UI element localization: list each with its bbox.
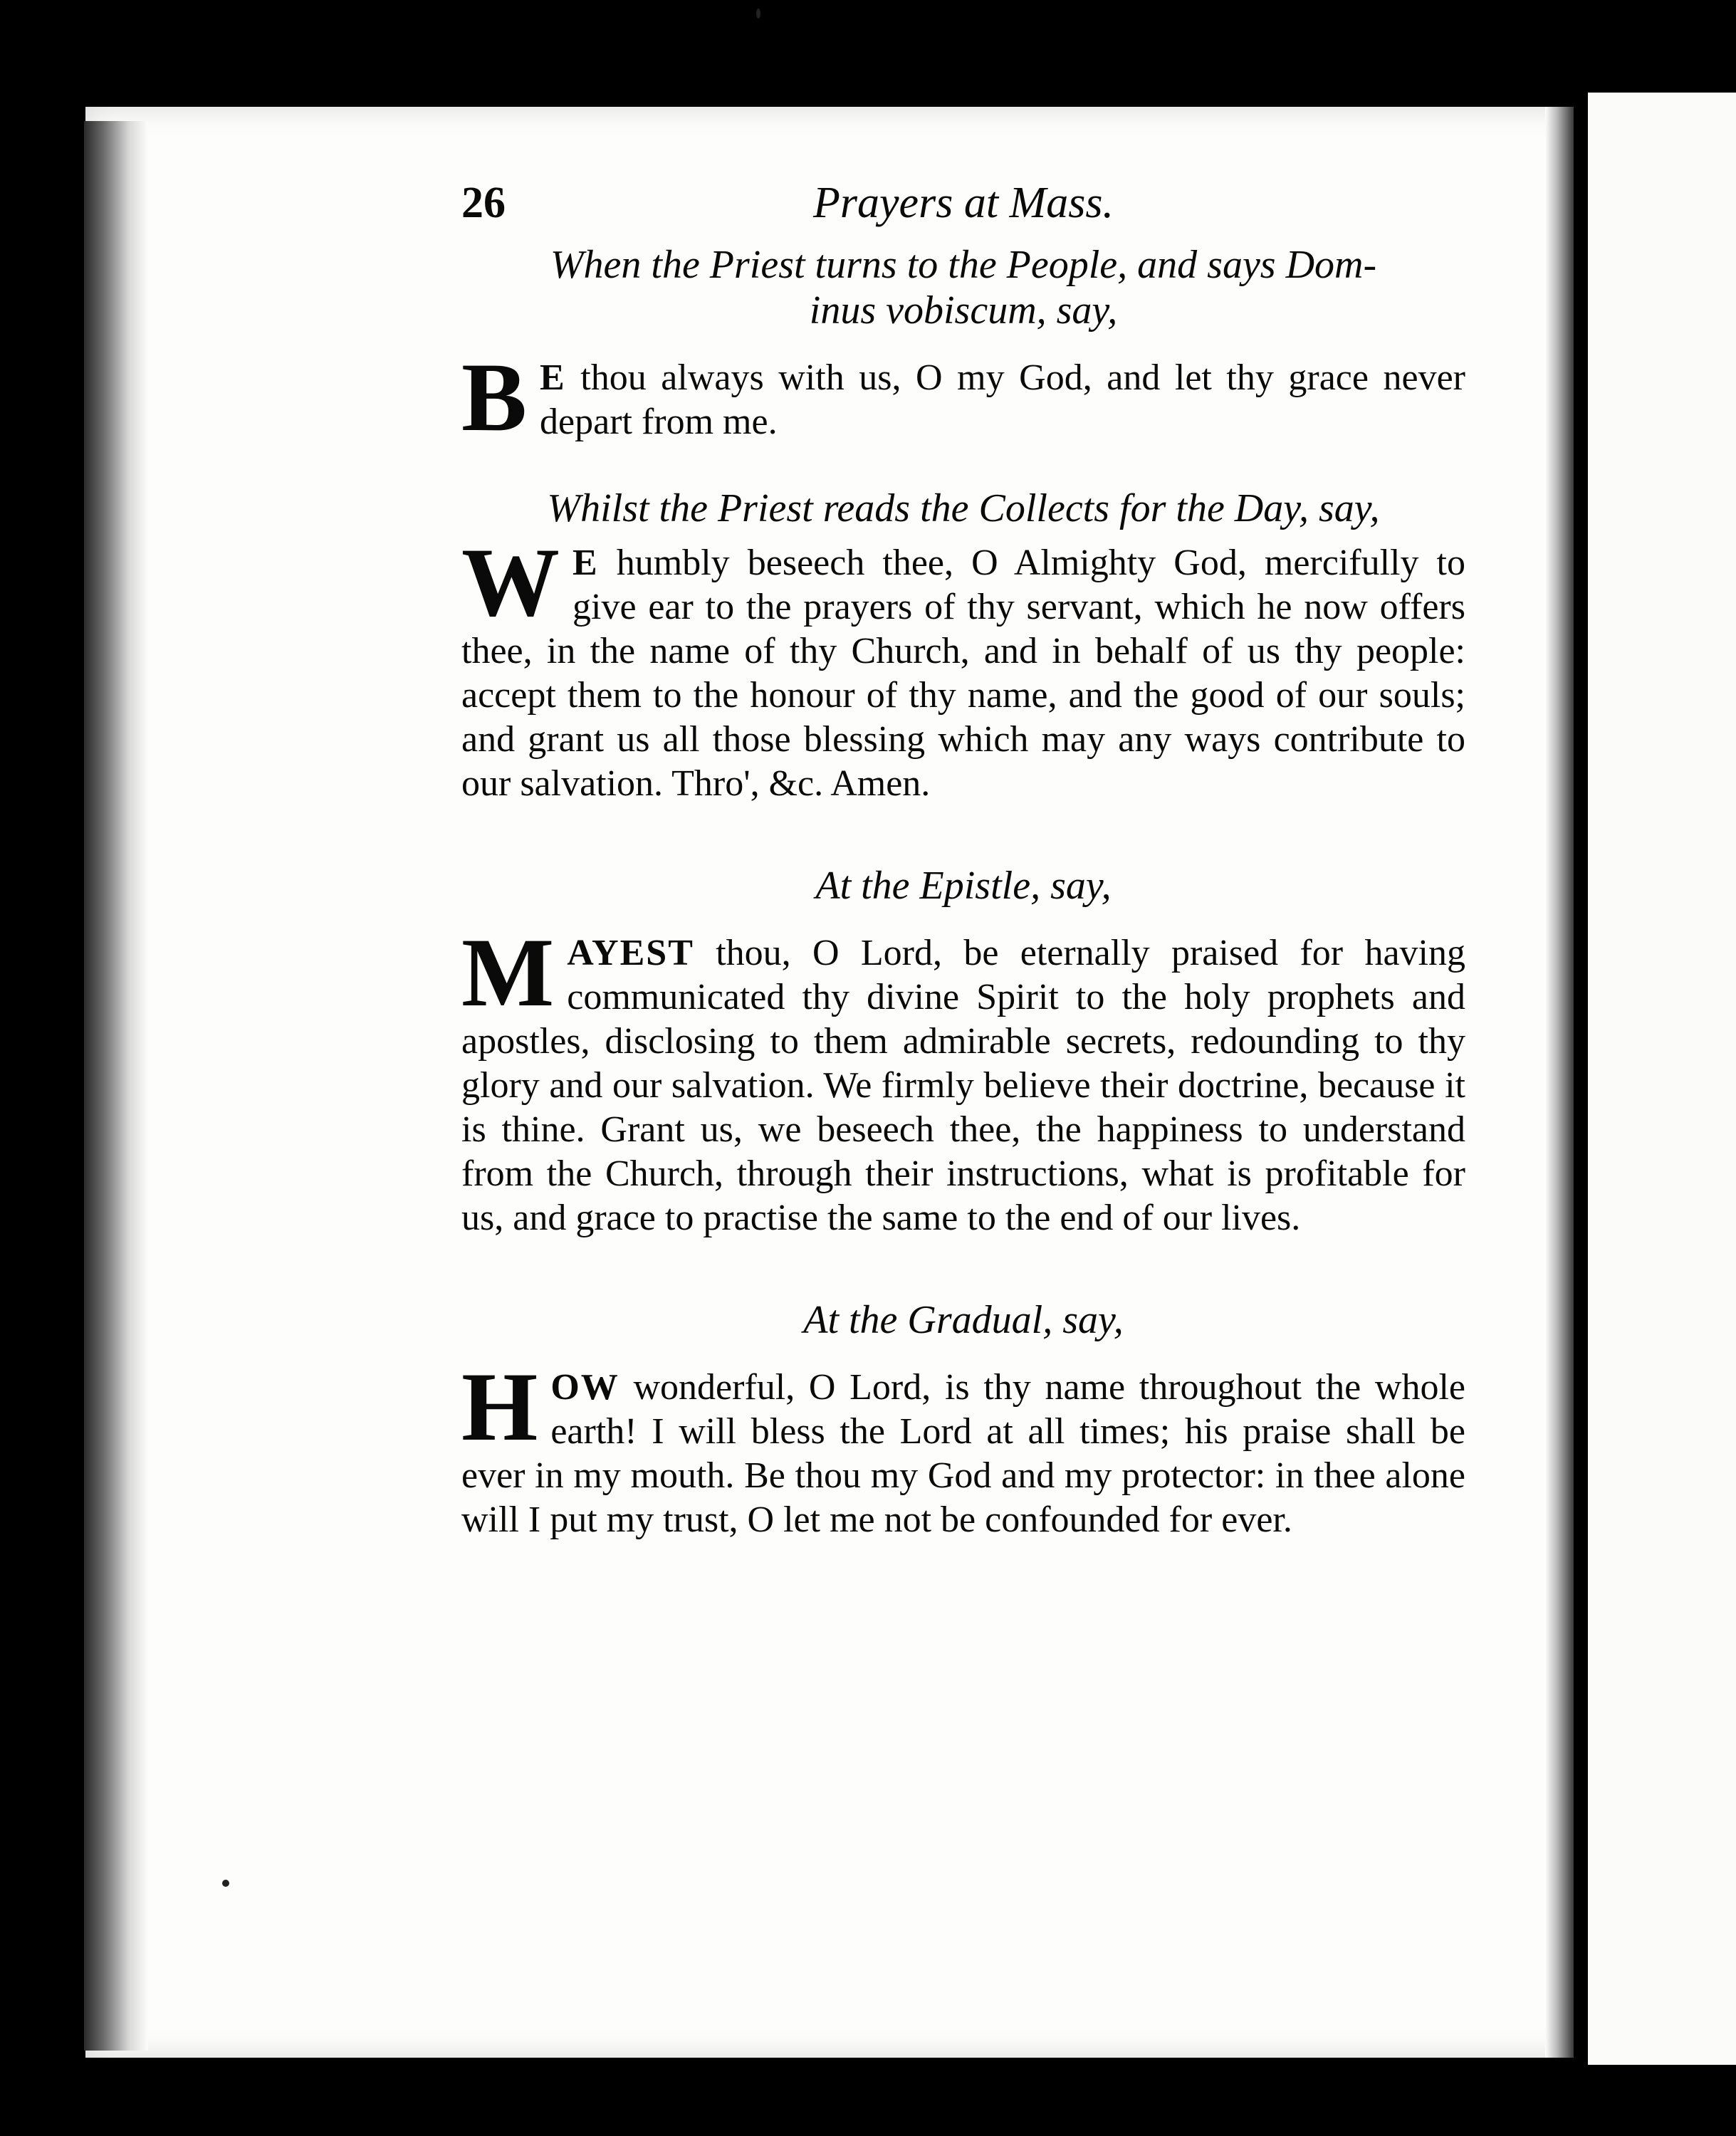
page-gutter-left xyxy=(84,121,148,2051)
prayer-body: thou always with us, O my God, and let thy grace never depart from me. xyxy=(540,357,1465,442)
prayer-body: thou, O Lord, be eternally praised for having communicated thy divine Spirit to the holy prophets and apostles, disclosing to them admirable secrets, redounding to thy glory and our salvation. We firmly believe their doctrine, because it is thine. Grant us, we beseech thee, the happiness to understand from the Church, through their instructions, what is profitable for us, and grace to practise the same to the end of our lives. xyxy=(461,933,1465,1238)
drop-cap: M xyxy=(461,918,555,1027)
drop-cap: B xyxy=(461,342,528,451)
prayer-body: wonderful, O Lord, is thy name throughout the whole earth! I will bless the Lord at all times; his praise shall be ever in my mouth. Be thou my God and my protector: in thee alone will I put my trust, O let me not be confounded for ever. xyxy=(461,1367,1465,1540)
rubric-line: At the Epistle, say, xyxy=(815,864,1112,908)
text-block xyxy=(461,178,1465,1542)
section-gradual xyxy=(461,1297,1465,1542)
rubric xyxy=(461,863,1465,909)
rubric-line: When the Priest turns to the People, and says Dom- xyxy=(550,243,1377,287)
drop-cap: W xyxy=(461,528,560,637)
prayer-text xyxy=(461,528,1466,806)
rubric xyxy=(461,1297,1465,1343)
lead-word: E xyxy=(572,543,599,583)
running-head xyxy=(461,178,1465,242)
scan-speck xyxy=(222,1880,229,1887)
section-dominus-vobiscum xyxy=(461,242,1465,451)
page-gutter-right xyxy=(1545,107,1574,2058)
rubric xyxy=(461,242,1465,288)
page-number: 26 xyxy=(461,179,506,227)
section-collects xyxy=(461,486,1465,806)
prayer-text xyxy=(461,342,1465,451)
facing-page-edge xyxy=(1588,93,1736,2065)
scan-speck xyxy=(756,9,760,19)
lead-word: OW xyxy=(550,1367,619,1408)
drop-cap: H xyxy=(461,1352,538,1461)
rubric xyxy=(461,486,1465,531)
rubric-line: Whilst the Priest reads the Collects for the Day, say, xyxy=(547,486,1380,530)
prayer-text xyxy=(461,1352,1465,1542)
prayer-body: humbly beseech thee, O Almighty God, mercifully to give ear to the prayers of thy servant, which he now offers thee, in the name of thy Church, and in behalf of us thy people: accept them to the honour of thy name, and the good of our souls; and grant us all those blessing which may any ways contribute to our salvation. Thro', &c. Amen. xyxy=(461,543,1466,804)
running-title: Prayers at Mass. xyxy=(813,179,1114,227)
lead-word: AYEST xyxy=(567,933,694,973)
prayer-text xyxy=(461,918,1465,1240)
lead-word: E xyxy=(540,357,566,398)
rubric-line: inus vobiscum, say, xyxy=(809,288,1118,333)
rubric-line: At the Gradual, say, xyxy=(803,1298,1124,1342)
rubric xyxy=(461,288,1465,333)
section-epistle xyxy=(461,863,1465,1240)
